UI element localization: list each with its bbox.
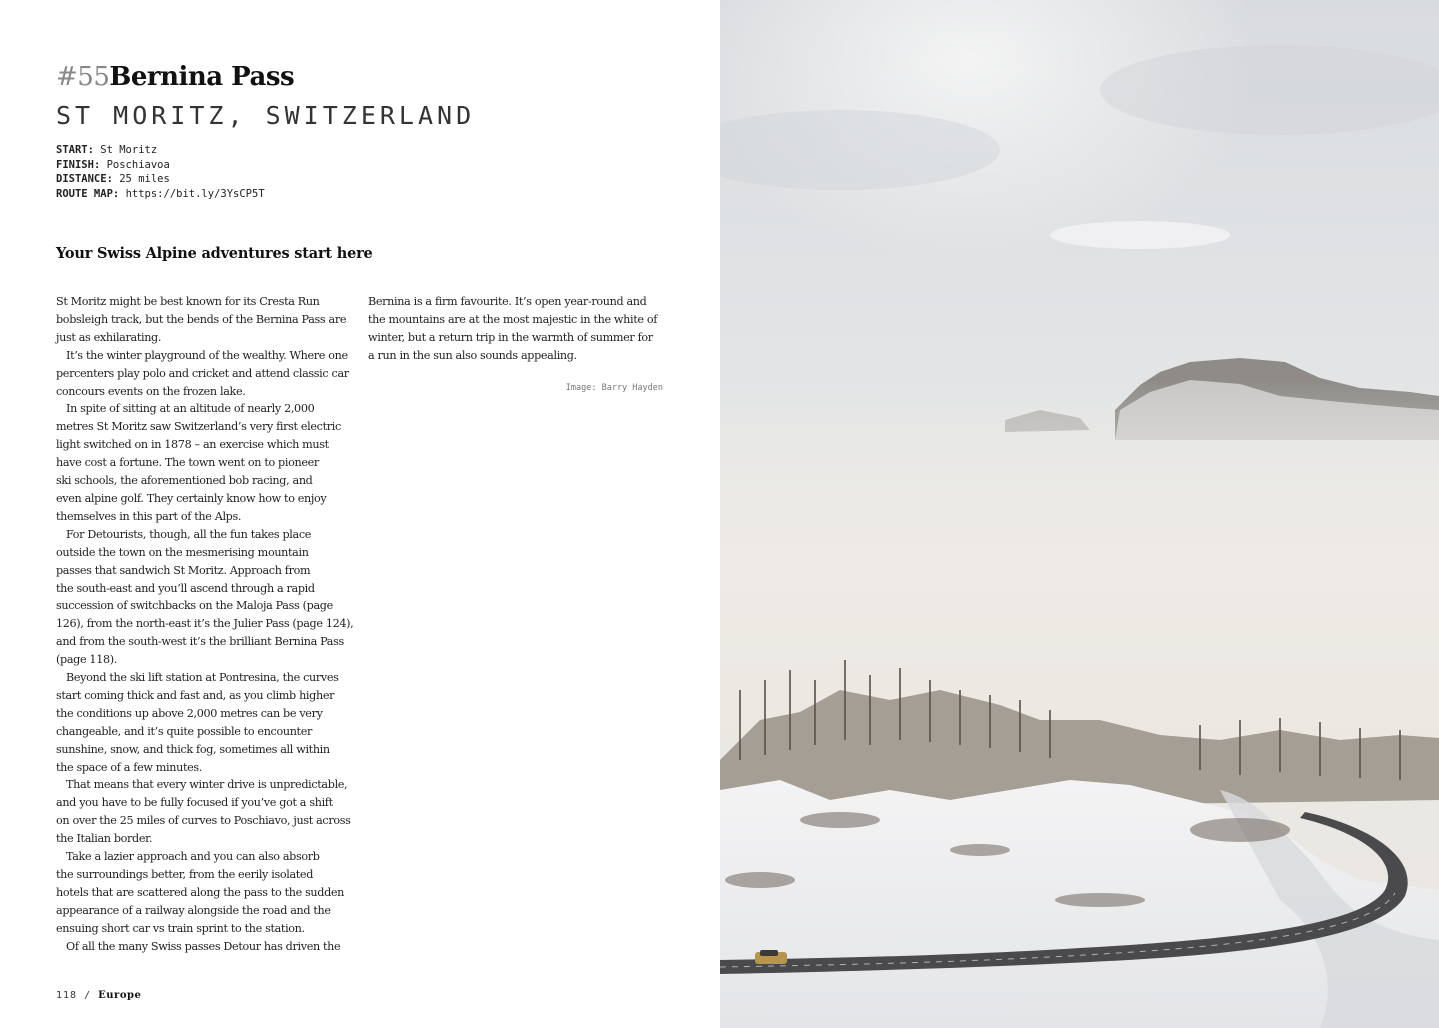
section-name: Europe: [98, 990, 142, 1001]
meta-label: START: [56, 144, 88, 156]
body-text-line: even alpine golf. They certainly know how to enjoy: [56, 491, 327, 505]
body-text-line: light switched on in 1878 – an exercise which must: [56, 438, 329, 452]
body-column-2: [368, 293, 668, 365]
body-text-line: In spite of sitting at an altitude of nearly 2,000: [66, 402, 315, 416]
article-title: [56, 62, 294, 92]
body-text-line: just as exhilarating.: [56, 330, 162, 344]
body-text-line: succession of switchbacks on the Maloja Pass (page: [56, 599, 333, 613]
body-text-line: the Italian border.: [56, 832, 153, 846]
meta-label: DISTANCE: [56, 173, 107, 186]
body-text-line: the surroundings better, from the eerily isolated: [56, 868, 314, 881]
body-text-line: the conditions up above 2,000 metres can be very: [56, 706, 323, 720]
body-text-line: Take a lazier approach and you can also absorb: [66, 850, 320, 864]
route-map-link[interactable]: https://bit.ly/3YsCP5T: [125, 187, 265, 200]
body-text-line: 126), from the north-east it’s the Julier Pass (page 124),: [56, 617, 354, 631]
body-text-line: on over the 25 miles of curves to Poschiavo, just across: [56, 814, 351, 828]
footer-separator: /: [84, 990, 92, 1001]
body-text-line: percenters play polo and cricket and attend classic car: [56, 366, 349, 380]
body-text-line: It’s the winter playground of the wealthy. Where one: [66, 348, 348, 362]
body-text-line: have cost a fortune. The town went on to pioneer: [56, 456, 319, 470]
body-text-line: ski schools, the aforementioned bob racing, and: [56, 474, 313, 488]
meta-label: ROUTE MAP: [56, 187, 113, 200]
body-text-line: Of all the many Swiss passes Detour has driven the: [66, 939, 341, 953]
body-text-line: ensuing short car vs train sprint to the station.: [56, 921, 305, 935]
body-text-line: changeable, and it’s quite possible to encounter: [56, 724, 312, 738]
meta-value: Poschiavoa: [106, 158, 170, 171]
body-text-line: outside the town on the mesmerising mountain: [56, 545, 309, 559]
body-text-line: Bernina is a firm favourite. It’s open year-round and: [368, 295, 647, 308]
meta-value: 25 miles: [119, 173, 170, 186]
body-text-line: and from the south-west it’s the brilliant Bernina Pass: [56, 635, 344, 649]
body-text-line: appearance of a railway alongside the road and the: [56, 903, 331, 917]
meta-label: FINISH: [56, 158, 94, 171]
image-credit: Image: Barry Hayden: [565, 383, 663, 393]
body-text-line: the space of a few minutes.: [56, 760, 203, 774]
body-text-line: start coming thick and fast and, as you climb higher: [56, 688, 335, 702]
body-text-line: the mountains are at the most majestic in the white of: [368, 312, 658, 326]
body-text-line: That means that every winter drive is unpredictable,: [66, 778, 348, 792]
body-text-line: St Moritz might be best known for its Cresta Run: [56, 295, 320, 308]
hero-photo: [720, 0, 1439, 1028]
meta-route-map: ROUTE MAP: https://bit.ly/3YsCP5T: [56, 187, 265, 200]
meta-value: St Moritz: [100, 144, 158, 156]
meta-distance: DISTANCE: 25 miles: [56, 173, 170, 186]
body-text-line: passes that sandwich St Moritz. Approach from: [56, 563, 311, 577]
body-text-line: bobsleigh track, but the bends of the Bernina Pass are: [56, 312, 347, 326]
body-text-line: Beyond the ski lift station at Pontresina, the curves: [66, 671, 339, 685]
body-text-line: (page 118).: [56, 653, 117, 667]
meta-finish: FINISH: Poschiavoa: [56, 158, 170, 171]
article-number: #55: [56, 62, 110, 92]
body-text-line: metres St Moritz saw Switzerland’s very first electric: [56, 420, 341, 434]
body-text-line: themselves in this part of the Alps.: [56, 509, 242, 523]
article-location: ST MORITZ, SWITZERLAND: [56, 101, 476, 130]
body-text-line: concours events on the frozen lake.: [56, 384, 246, 398]
page-number: 118: [56, 990, 78, 1001]
route-meta: [56, 143, 265, 201]
body-text-line: winter, but a return trip in the warmth of summer for: [368, 330, 653, 344]
body-column-1: [56, 293, 356, 956]
meta-start: START: St Moritz: [56, 144, 158, 156]
page-footer: [56, 990, 141, 1001]
section-heading: Your Swiss Alpine adventures start here: [56, 245, 373, 262]
body-text-line: sunshine, snow, and thick fog, sometimes all within: [56, 742, 330, 756]
body-text-line: hotels that are scattered along the pass to the sudden: [56, 885, 345, 899]
body-text-line: the south-east and you’ll ascend through a rapid: [56, 581, 315, 595]
body-text-line: a run in the sun also sounds appealing.: [368, 348, 577, 362]
body-text-line: and you have to be fully focused if you’ve got a shift: [56, 796, 333, 810]
article-title-text: Bernina Pass: [109, 62, 295, 92]
body-text-line: For Detourists, though, all the fun takes place: [66, 527, 312, 541]
